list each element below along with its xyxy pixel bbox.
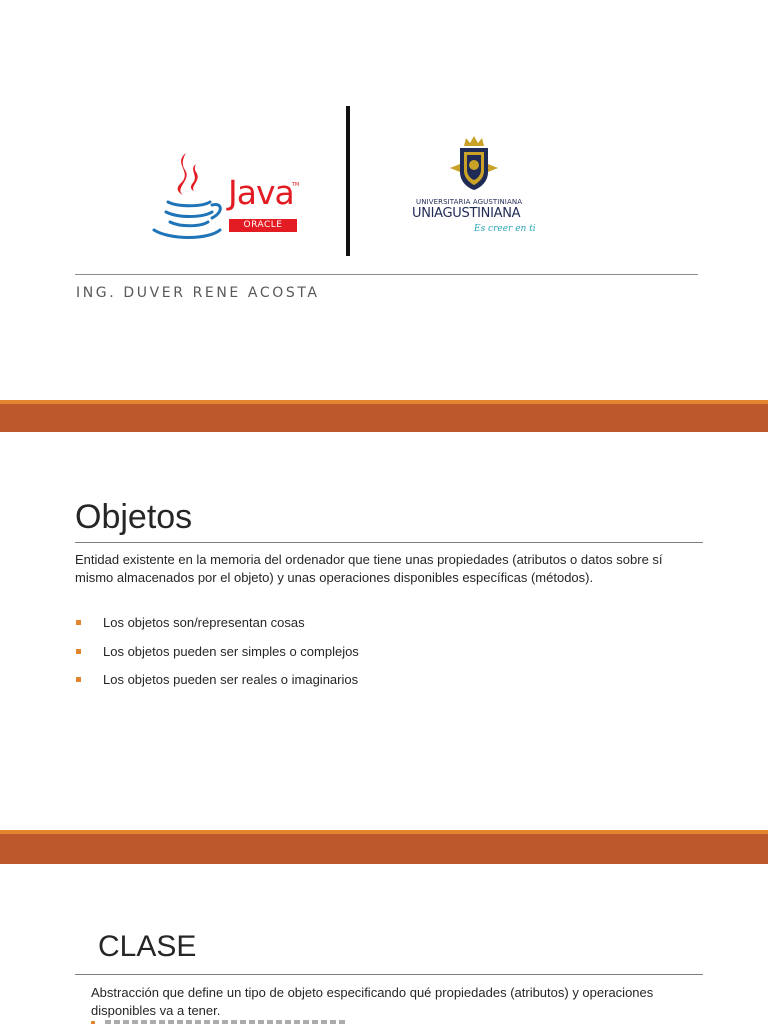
title-slide: [0, 0, 768, 400]
oracle-badge: ORACLE: [229, 219, 297, 232]
list-item-text: Los objetos pueden ser simples o complejos: [103, 643, 359, 659]
java-wordmark: Java: [228, 173, 294, 212]
list-item: [75, 671, 359, 700]
university-slogan: Es creer en ti: [474, 224, 536, 234]
java-oracle-logo: [150, 150, 300, 245]
clase-slide: [0, 864, 768, 1024]
list-item-text: Los objetos pueden ser reales o imaginarios: [103, 672, 359, 687]
title-divider-line: [75, 274, 698, 275]
slide-title: Objetos: [75, 498, 193, 536]
university-brand-name: UNIAGUSTINIANA: [412, 206, 521, 221]
title-underline: [75, 542, 703, 543]
list-item: [75, 643, 359, 672]
slide-separator: [0, 400, 768, 432]
author-name: ING. DUVER RENE ACOSTA: [76, 285, 320, 301]
title-underline: [75, 974, 703, 975]
truncated-text: [105, 1020, 345, 1024]
objetos-slide: [0, 432, 768, 830]
list-item-text: Los objetos son/representan cosas: [103, 615, 305, 630]
definition-paragraph: Entidad existente en la memoria del ordenador que tiene unas propiedades (atributos o datos sobre sí mismo almacenados por el objeto) y unas operaciones disponibles específicas (métodos).: [75, 552, 663, 585]
list-item: [75, 614, 359, 643]
university-name-line: UNIVERSITARIA AGUSTINIANA: [416, 198, 523, 206]
java-coffee-cup-icon: [150, 150, 230, 245]
bullet-list: [75, 614, 359, 700]
slide-separator: [0, 830, 768, 864]
uniagustiniana-logo: [404, 128, 544, 263]
square-bullet-icon: [76, 620, 81, 625]
logo-divider: [346, 106, 350, 256]
trademark-mark: TM: [292, 182, 300, 188]
university-crest-icon: [404, 128, 544, 196]
definition-paragraph: Abstracción que define un tipo de objeto especificando qué propiedades (atributos) y operaciones disponibles va a tener.: [91, 985, 654, 1018]
square-bullet-icon: [76, 649, 81, 654]
slide-title: CLASE: [98, 930, 197, 963]
truncated-bullet: [91, 1020, 351, 1024]
square-bullet-icon: [76, 677, 81, 682]
